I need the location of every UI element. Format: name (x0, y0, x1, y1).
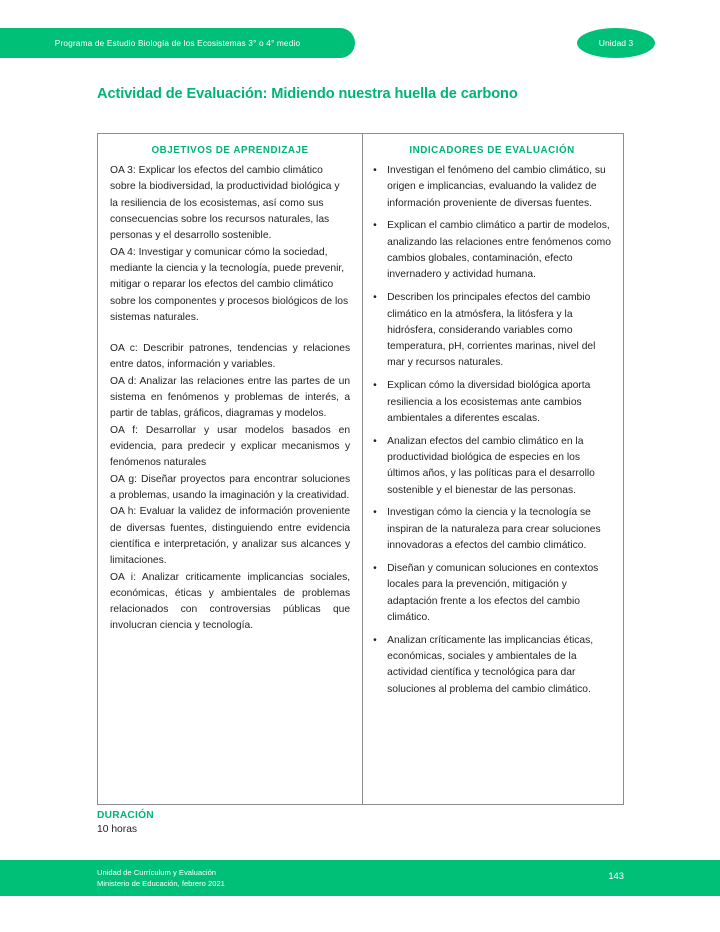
footer-organization (97, 868, 225, 890)
objective-item: OA f: Desarrollar y usar modelos basados en evidencia, para predecir y explicar mecanismos y fenómenos naturales (110, 424, 351, 469)
indicator-text: Explican el cambio climático a partir de modelos, analizando las relaciones entre fenómenos como cambios globales, contaminación, efecto invernadero y actividad humana. (387, 220, 611, 281)
objective-item: OA g: Diseñar proyectos para encontrar soluciones a problemas, usando la imaginación y la creatividad. (110, 473, 351, 501)
unit-badge (577, 28, 655, 58)
duration-section (97, 810, 497, 835)
indicator-item (370, 218, 614, 283)
objective-item: OA 4: Investigar y comunicar cómo la sociedad, mediante la ciencia y la tecnología, puede prevenir, mitigar o reparar los efectos del cambio climático sobre los componentes y procesos biológicos de los sistemas naturales. (110, 246, 349, 323)
objectives-column (98, 134, 363, 804)
bullet-icon: • (373, 380, 377, 392)
bullet-icon: • (373, 220, 377, 232)
footer-line-1: Unidad de Currículum y Evaluación (97, 868, 217, 877)
bullet-icon: • (373, 292, 377, 304)
indicator-item (370, 505, 614, 554)
objective-item: OA d: Analizar las relaciones entre las partes de un sistema en fenómenos y problemas de interés, a partir de tablas, gráficos, diagramas y modelos. (110, 375, 351, 420)
indicator-text: Analizan efectos del cambio climático en la productividad biológica de especies en los últimos años, y las políticas para el desarrollo sostenible y el bienestar de las personas. (387, 435, 595, 496)
objective-item: OA c: Describir patrones, tendencias y relaciones entre datos, información y variables. (110, 343, 351, 371)
duration-label: DURACIÓN (97, 810, 154, 821)
indicators-column-header: INDICADORES DE EVALUACIÓN (409, 145, 575, 156)
bullet-icon: • (373, 562, 377, 574)
bullet-icon: • (373, 507, 377, 519)
objective-item: OA 3: Explicar los efectos del cambio climático sobre la biodiversidad, la productividad biológica y la resiliencia de los ecosistemas, así como sus consecuencias sobre los recursos naturales, las personas y el desarrollo sostenible. (110, 165, 340, 242)
objectives-group-divider (110, 326, 350, 341)
objectives-group-two (110, 341, 350, 635)
indicator-text: Explican cómo la diversidad biológica aporta resiliencia a los ecosistemas ante cambios ambientales a diferentes escalas. (387, 380, 591, 424)
objectives-indicators-table (97, 133, 624, 805)
bullet-icon: • (373, 435, 377, 447)
footer-line-2: Ministerio de Educación, febrero 2021 (97, 878, 225, 888)
objective-item: OA h: Evaluar la validez de información proveniente de diversas fuentes, distinguiendo entre evidencia científica e interpretación, y analizar sus alcances y limitaciones. (110, 506, 351, 567)
bullet-icon: • (373, 634, 377, 646)
page-title: Actividad de Evaluación: Midiendo nuestra huella de carbono (97, 86, 518, 102)
document-header (0, 28, 720, 58)
objective-item: OA i: Analizar criticamente implicancias sociales, económicas, éticas y ambientales de problemas relacionados con controversias públicas que involucran ciencia y tecnología. (110, 571, 351, 632)
duration-value: 10 horas (97, 824, 138, 835)
indicator-text: Analizan críticamente las implicancias éticas, económicas, sociales y ambientales de la actividad científica y tecnológica para dar soluciones al problema del cambio climático. (387, 634, 594, 695)
indicator-item (370, 290, 614, 372)
indicator-item (370, 434, 614, 499)
objectives-column-header: OBJETIVOS DE APRENDIZAJE (151, 145, 309, 156)
indicator-item (370, 561, 614, 626)
indicator-item (370, 163, 614, 212)
page-number: 143 (608, 870, 624, 881)
indicator-text: Diseñan y comunican soluciones en contextos locales para la prevención, mitigación y adaptación frente a los efectos del cambio climático. (387, 562, 599, 623)
indicators-list (370, 163, 614, 698)
unit-badge-label: Unidad 3 (598, 38, 634, 48)
indicators-column (363, 134, 623, 804)
program-banner (0, 28, 355, 58)
bullet-icon: • (373, 165, 377, 176)
indicator-text: Investigan el fenómeno del cambio climático, su origen e implicancias, evaluando la validez de información proveniente de diversas fuentes. (387, 165, 606, 209)
indicator-text: Describen los principales efectos del cambio climático en la atmósfera, la litósfera y la hidrósfera, considerando variables como temperatura, pH, corrientes marinas, nivel del mar y recursos naturales. (387, 292, 596, 369)
indicator-text: Investigan cómo la ciencia y la tecnología se inspiran de la naturaleza para crear soluciones innovadoras a efectos del cambio climático. (387, 507, 601, 552)
indicator-item (370, 633, 614, 698)
document-footer (0, 860, 720, 896)
indicator-item (370, 378, 614, 427)
program-banner-label: Programa de Estudio Biología de los Ecosistemas 3° o 4° medio (54, 38, 301, 48)
objectives-group-one (110, 163, 350, 326)
